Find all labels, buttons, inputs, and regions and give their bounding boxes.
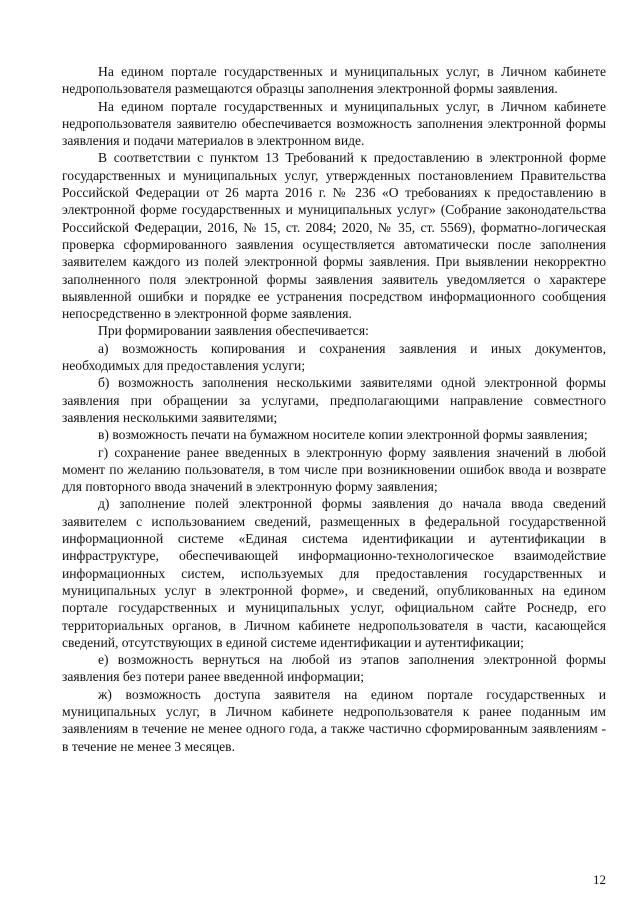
list-item-zh: ж) возможность доступа заявителя на едином портале государственных и муниципальных услуг, в Личном кабинете недропользователя к ранее поданным им заявлениям в течение не менее одного года, а также частично сформированным заявлениям - в течение не менее 3 месяцев. (62, 686, 606, 754)
paragraph-sample-forms: На едином портале государственных и муниципальных услуг, в Личном кабинете недропользователя размещаются образцы заполнения электронной формы заявления. (62, 64, 606, 97)
list-item-b: б) возможность заполнения несколькими заявителями одной электронной формы заявления при обращении за услугами, предполагающими направление совместного заявления несколькими заявителями; (62, 375, 606, 425)
list-item-e: е) возможность вернуться на любой из этапов заполнения электронной формы заявления без потери ранее введенной информации; (62, 652, 606, 685)
page-number: 12 (593, 872, 606, 887)
list-item-a: а) возможность копирования и сохранения заявления и иных документов, необходимых для предоставления услуги; (62, 340, 606, 374)
paragraph-filling-capability: На едином портале государственных и муниципальных услуг, в Личном кабинете недропользователя заявителю обеспечивается возможность заполнения электронной формы заявления и подачи материалов в электронном виде. (62, 98, 606, 149)
paragraph-formation-intro: При формировании заявления обеспечивается: (98, 323, 369, 339)
list-item-d: д) заполнение полей электронной формы заявления до начала ввода сведений заявителем с использованием сведений, размещенных в федеральной государственной информационной системе «Единая система идентификации и аутентификации в инфраструктуре, обеспечивающей информационно-технологическое взаимодействие информационных систем, используемых для предоставления государственных и муниципальных услуг в электронной форме», и сведений, опубликованных на едином портале государственных и муниципальных услуг, официальном сайте Роснедр, его территориальных органов, в Личном кабинете недропользователя в части, касающейся сведений, отсутствующих в единой системе идентификации и аутентификации; (62, 496, 606, 650)
document-body (62, 63, 606, 755)
list-item-v: в) возможность печати на бумажном носителе копии электронной формы заявления; (98, 427, 588, 443)
paragraph-format-check: В соответствии с пунктом 13 Требований к предоставлению в электронной форме государственных и муниципальных услуг, утвержденных постановлением Правительства Российской Федерации от 26 марта 2016 г. № 236 «О требованиях к предоставлению в электронной форме государственных и муниципальных услуг» (Собрание законодательства Российской Федерации, 2016, № 15, ст. 2084; 2020, № 35, ст. 5569), форматно-логическая проверка сформированного заявления осуществляется автоматически после заполнения заявителем каждого из полей электронной формы заявления. При выявлении некорректно заполненного поля электронной формы заявления заявитель уведомляется о характере выявленной ошибки и порядке ее устранения посредством информационного сообщения непосредственно в электронной форме заявления. (62, 150, 606, 322)
list-item-g: г) сохранение ранее введенных в электронную форму заявления значений в любой момент по желанию пользователя, в том числе при возникновении ошибок ввода и возврате для повторного ввода значений в электронную форму заявления; (62, 444, 606, 495)
